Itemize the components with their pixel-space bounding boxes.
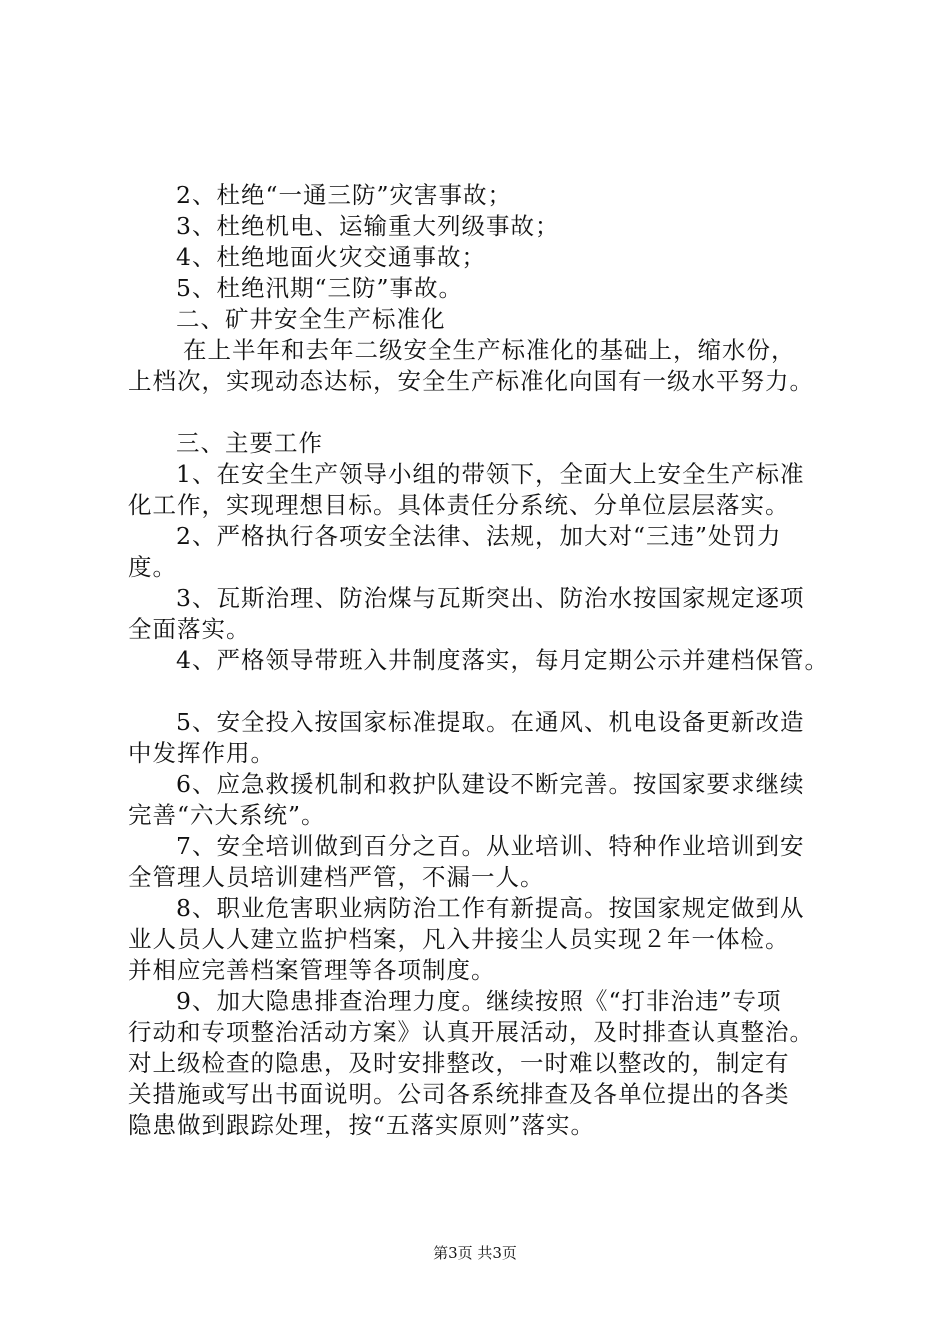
paragraph-line: 在上半年和去年二级安全生产标准化的基础上，缩水份， bbox=[183, 336, 796, 364]
goal-item-5: 5、杜绝汛期“三防”事故。 bbox=[176, 274, 463, 302]
paragraph-line: 度。 bbox=[128, 553, 177, 581]
work-item-9: 9、加大隐患排查治理力度。继续按照《“打非治违”专项 bbox=[176, 987, 782, 1015]
work-item-3: 3、瓦斯治理、防治煤与瓦斯突出、防治水按国家规定逐项 bbox=[176, 584, 805, 612]
work-item-5: 5、安全投入按国家标准提取。在通风、机电设备更新改造 bbox=[176, 708, 805, 736]
work-item-6: 6、应急救援机制和救护队建设不断完善。按国家要求继续 bbox=[176, 770, 805, 798]
goal-item-2: 2、杜绝“一通三防”灾害事故； bbox=[176, 181, 512, 209]
paragraph-line: 上档次，实现动态达标，安全生产标准化向国有一级水平努力。 bbox=[128, 367, 814, 395]
page-footer: 第3页 共3页 bbox=[433, 1244, 517, 1262]
section-heading-3: 三、主要工作 bbox=[176, 429, 323, 457]
paragraph-line: 全管理人员培训建档严管，不漏一人。 bbox=[128, 863, 545, 891]
paragraph-line: 关措施或写出书面说明。公司各系统排查及各单位提出的各类 bbox=[128, 1080, 790, 1108]
paragraph-line: 中发挥作用。 bbox=[128, 739, 275, 767]
paragraph-line: 行动和专项整治活动方案》认真开展活动，及时排查认真整治。 bbox=[128, 1018, 814, 1046]
paragraph-line: 全面落实。 bbox=[128, 615, 251, 643]
goal-item-3: 3、杜绝机电、运输重大列级事故； bbox=[176, 212, 560, 240]
paragraph-line: 化工作，实现理想目标。具体责任分系统、分单位层层落实。 bbox=[128, 491, 790, 519]
work-item-7: 7、安全培训做到百分之百。从业培训、特种作业培训到安 bbox=[176, 832, 805, 860]
paragraph-line: 业人员人人建立监护档案，凡入井接尘人员实现２年一体检。 bbox=[128, 925, 790, 953]
work-item-4: 4、严格领导带班入井制度落实，每月定期公示并建档保管。 bbox=[176, 646, 829, 674]
section-heading-2: 二、矿井安全生产标准化 bbox=[176, 305, 446, 333]
work-item-8: 8、职业危害职业病防治工作有新提高。按国家规定做到从 bbox=[176, 894, 805, 922]
work-item-1: 1、在安全生产领导小组的带领下，全面大上安全生产标准 bbox=[176, 460, 805, 488]
work-item-2: 2、严格执行各项安全法律、法规，加大对“三违”处罚力 bbox=[176, 522, 782, 550]
paragraph-line: 并相应完善档案管理等各项制度。 bbox=[128, 956, 496, 984]
paragraph-line: 对上级检查的隐患，及时安排整改，一时难以整改的，制定有 bbox=[128, 1049, 790, 1077]
paragraph-line: 完善“六大系统”。 bbox=[128, 801, 326, 829]
paragraph-line: 隐患做到跟踪处理，按“五落实原则”落实。 bbox=[128, 1111, 596, 1139]
goal-item-4: 4、杜绝地面火灾交通事故； bbox=[176, 243, 486, 271]
